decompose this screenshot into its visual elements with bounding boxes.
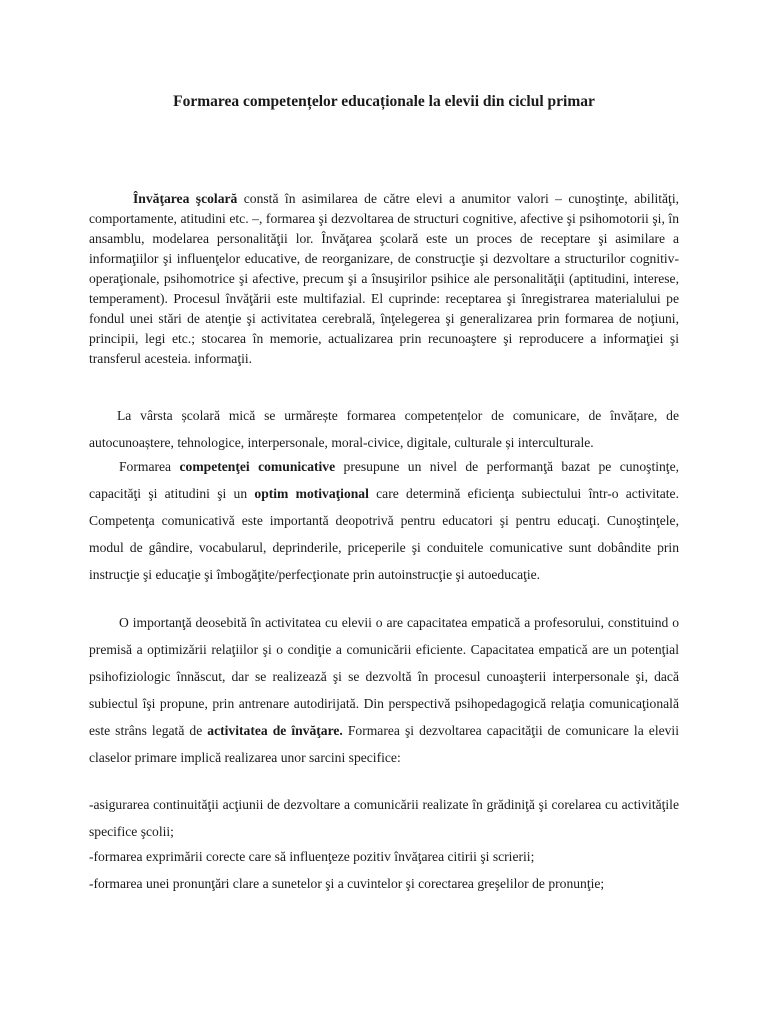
document-title: Formarea competențelor educaționale la elevii din ciclul primar (173, 93, 595, 110)
bold-term-motivational: optim motivaţional (254, 486, 369, 501)
text-segment: care determină eficienţa subiectului într-o activitate. Competenţa comunicativă este importantă deopotrivă pentru educatori şi pentru educaţi. Cunoştinţele, modul de gândire, vocabularul, deprinderile, priceperile şi conduitele comunicative sunt dobândite prin instrucţie şi educaţie şi îmbogăţite/perfecţionate prin autoinstrucţie şi autoeducaţie. (89, 486, 679, 582)
bullet-item: -formarea unei pronunţări clare a sunetelor şi a cuvintelor şi corectarea greşelilor de pronunţie; (89, 876, 605, 891)
paragraph-competences (89, 402, 679, 456)
text-segment: Formarea şi dezvoltarea capacităţii de comunicare la elevii claselor primare implică realizarea unor sarcini specifice: (89, 723, 679, 765)
bold-term-communicative: competenţei comunicative (179, 459, 336, 474)
paragraph-empathy (89, 609, 679, 771)
text-segment: presupune un nivel de performanţă bazat pe cunoştinţe, capacităţi şi atitudini şi un (89, 459, 679, 501)
bold-term-learning-activity: activitatea de învăţare. (207, 723, 343, 738)
text-segment: Formarea (119, 459, 180, 474)
paragraph-competences-text: La vârsta școlară mică se urmărește formarea competențelor de comunicare, de învățare, de autocunoaștere, tehnologice, interpersonale, moral-civice, digitale, culturale și interculturale. (89, 408, 679, 450)
bullet-item: -asigurarea continuităţii acţiunii de dezvoltare a comunicării realizate în grădiniţă şi corelarea cu activităţile specifice şcolii; (89, 797, 679, 839)
bullet-item: -formarea exprimării corecte care să influenţeze pozitiv învăţarea citirii şi scrierii; (89, 849, 535, 864)
bold-term-learning: Învăţarea şcolară (133, 191, 238, 206)
text-segment: O importanţă deosebită în activitatea cu elevii o are capacitatea empatică a profesorului, constituind o premisă a optimizării relaţiilor şi o condiţie a comunicării eficiente. Capacitatea empatică are un potenţial psihofiziologic înnăscut, dar se realizează şi se dezvoltă în procesul cunoaşterii interpersonale şi, dacă subiectul îşi propune, prin antrenare autodirijată. Din perspectivă psihopedagogică relaţia comunicaţională este strâns legată de (89, 615, 679, 738)
paragraph-communicative-competence (89, 453, 679, 588)
paragraph-learning (89, 189, 679, 369)
paragraph-learning-text: constă în asimilarea de către elevi a anumitor valori – cunoştinţe, abilităţi, comportamente, atitudini etc. –, formarea şi dezvoltarea de structuri cognitive, afective şi psihomotorii şi, în ansamblu, modelarea personalităţii lor. Învăţarea şcolară este un proces de receptare şi asimilare a informaţiilor şi influenţelor educative, de reorganizare, de construcţie şi dezvoltare a structurilor cognitiv-operaţionale, psihomotrice şi afective, precum şi a însuşirilor psihice ale personalităţii (aptitudini, interese, temperament). Procesul învăţării este multifazial. El cuprinde: receptarea şi înregistrarea materialului pe fondul unei stări de atenţie şi activitatea cerebrală, înţelegerea şi generalizarea prin formarea de noţiuni, principii, legi etc.; stocarea în memorie, actualizarea prin recunoaştere şi reproducere a informaţiei şi transferul acesteia. informaţii. (89, 191, 680, 366)
